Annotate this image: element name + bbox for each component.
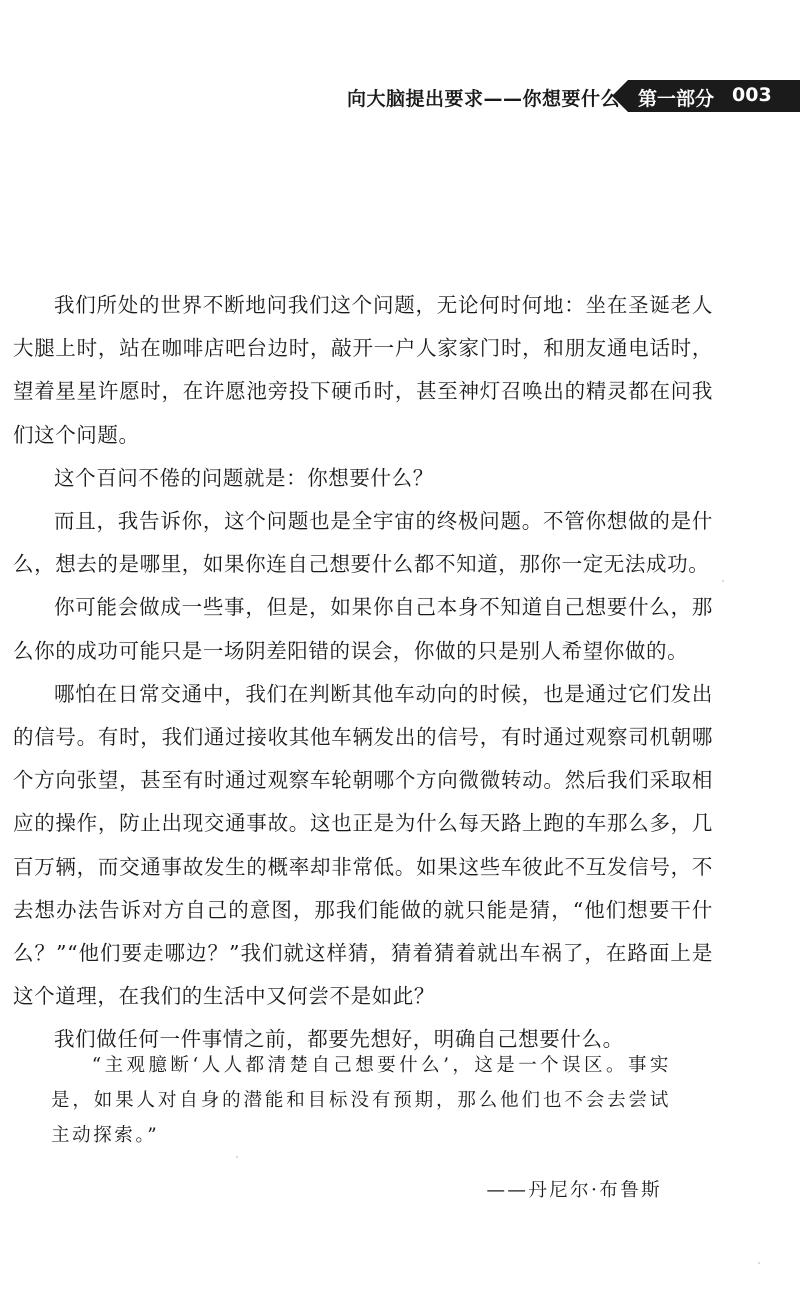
running-title: 向大脑提出要求——你想要什么 <box>346 88 620 110</box>
paragraph: 哪怕在日常交通中，我们在判断其他车动向的时候，也是通过它们发出的信号。有时，我们通过接收其他车辆发出的信号，有时通过观察司机朝哪个方向张望，甚至有时通过观察车轮朝哪个方向微微转动。然后我们采取相应的操作，防止出现交通事故。这也正是为什么每天路上跑的车那么多，几百万辆，而交通事故发生的概率却非常低。如果这些车彼此不互发信号，不去想办法告诉对方自己的意图，那我们能做的就只能是猜，“他们想要干什么？”“他们要走哪边？”我们就这样猜，猜着猜着就出车祸了，在路面上是这个道理，在我们的生活中又何尝不是如此？ <box>13 681 713 1009</box>
part-tab-arrow <box>612 80 628 112</box>
paragraph: 我们做任何一件事情之前，都要先想好，明确自己想要什么。 <box>54 1027 624 1052</box>
body-text <box>13 284 713 1062</box>
scan-speck <box>758 1262 760 1264</box>
part-label: 第一部分 <box>638 88 715 110</box>
paragraph: 这个百问不倦的问题就是：你想要什么？ <box>54 465 434 490</box>
quote-author: ——丹尼尔·布鲁斯 <box>486 1180 662 1201</box>
quote-text: “主观臆断‘人人都清楚自己想要什么’，这是一个误区。事实是，如果人对自身的潜能和目标没有预期，那么他们也不会去尝试主动探索。” <box>51 1055 671 1146</box>
running-head <box>0 78 800 114</box>
scan-speck <box>722 580 724 582</box>
quote-block <box>51 1048 671 1153</box>
page-number: 003 <box>732 84 772 106</box>
paragraph: 我们所处的世界不断地问我们这个问题，无论何时何地：坐在圣诞老人大腿上时，站在咖啡店吧台边时，敲开一户人家家门时，和朋友通电话时，望着星星许愿时，在许愿池旁投下硬币时，甚至神灯召唤出的精灵都在问我们这个问题。 <box>13 293 713 447</box>
paragraph: 你可能会做成一些事，但是，如果你自己本身不知道自己想要什么，那么你的成功可能只是一场阴差阳错的误会，你做的只是别人希望你做的。 <box>13 595 713 663</box>
paragraph: 而且，我告诉你，这个问题也是全宇宙的终极问题。不管你想做的是什么，想去的是哪里，如果你连自己想要什么都不知道，那你一定无法成功。 <box>13 509 713 577</box>
scan-speck <box>236 1156 238 1158</box>
part-tab <box>628 80 800 112</box>
